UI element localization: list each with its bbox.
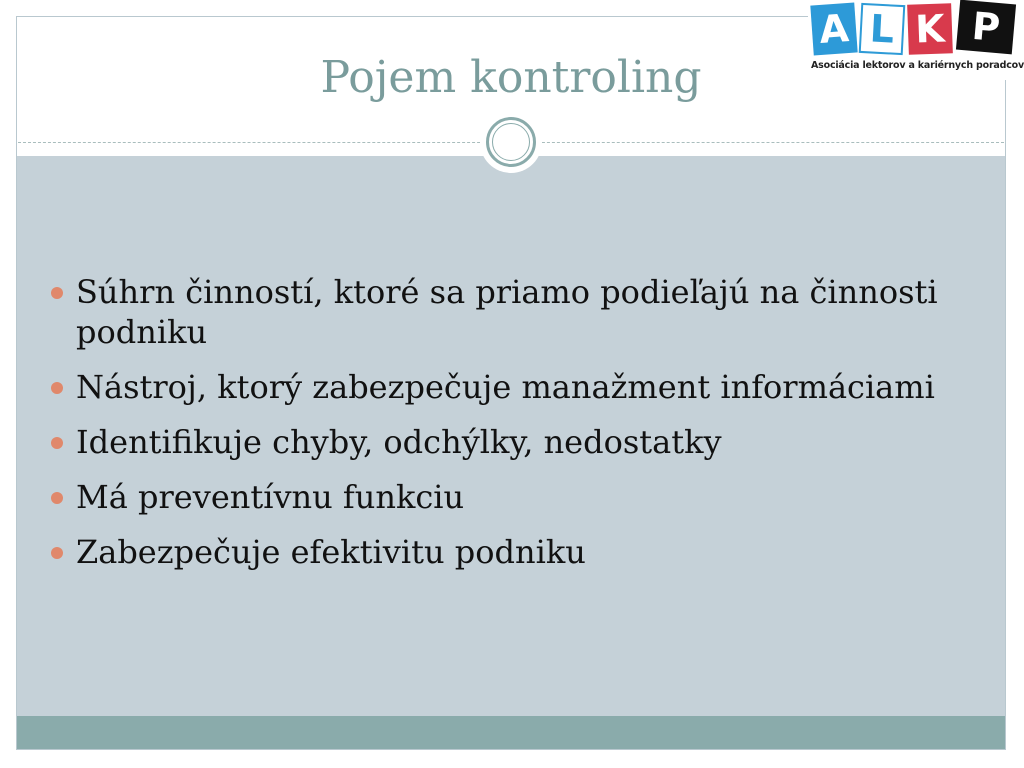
bullet-text: Nástroj, ktorý zabezpečuje manažment informáciami xyxy=(76,368,935,406)
logo-tagline: Asociácia lektorov a kariérnych poradcov xyxy=(811,60,1024,71)
bullet-item xyxy=(45,477,985,517)
logo-letter-l: L xyxy=(859,3,906,55)
bullet-item xyxy=(45,532,985,572)
bullet-text: Zabezpečuje efektivitu podniku xyxy=(76,533,586,571)
bullet-item xyxy=(45,367,985,407)
logo-letter-a: A xyxy=(810,3,857,56)
bullet-list xyxy=(45,272,985,587)
bullet-dot-icon xyxy=(51,547,63,559)
logo-letter-p: P xyxy=(956,0,1016,54)
logo-letter-k: K xyxy=(907,3,953,55)
alkp-logo xyxy=(808,0,1024,80)
bullet-item xyxy=(45,422,985,462)
bullet-dot-icon xyxy=(51,382,63,394)
footer-bar xyxy=(17,716,1005,749)
circle-ornament-icon xyxy=(486,117,536,167)
bullet-item xyxy=(45,272,985,352)
bullet-text: Má preventívnu funkciu xyxy=(76,478,465,516)
bullet-dot-icon xyxy=(51,492,63,504)
bullet-dot-icon xyxy=(51,437,63,449)
slide-title: Pojem kontroling xyxy=(320,52,702,103)
bullet-text: Súhrn činností, ktoré sa priamo podieľajú na činnosti podniku xyxy=(76,273,938,351)
bullet-dot-icon xyxy=(51,287,63,299)
bullet-text: Identifikuje chyby, odchýlky, nedostatky xyxy=(76,423,722,461)
